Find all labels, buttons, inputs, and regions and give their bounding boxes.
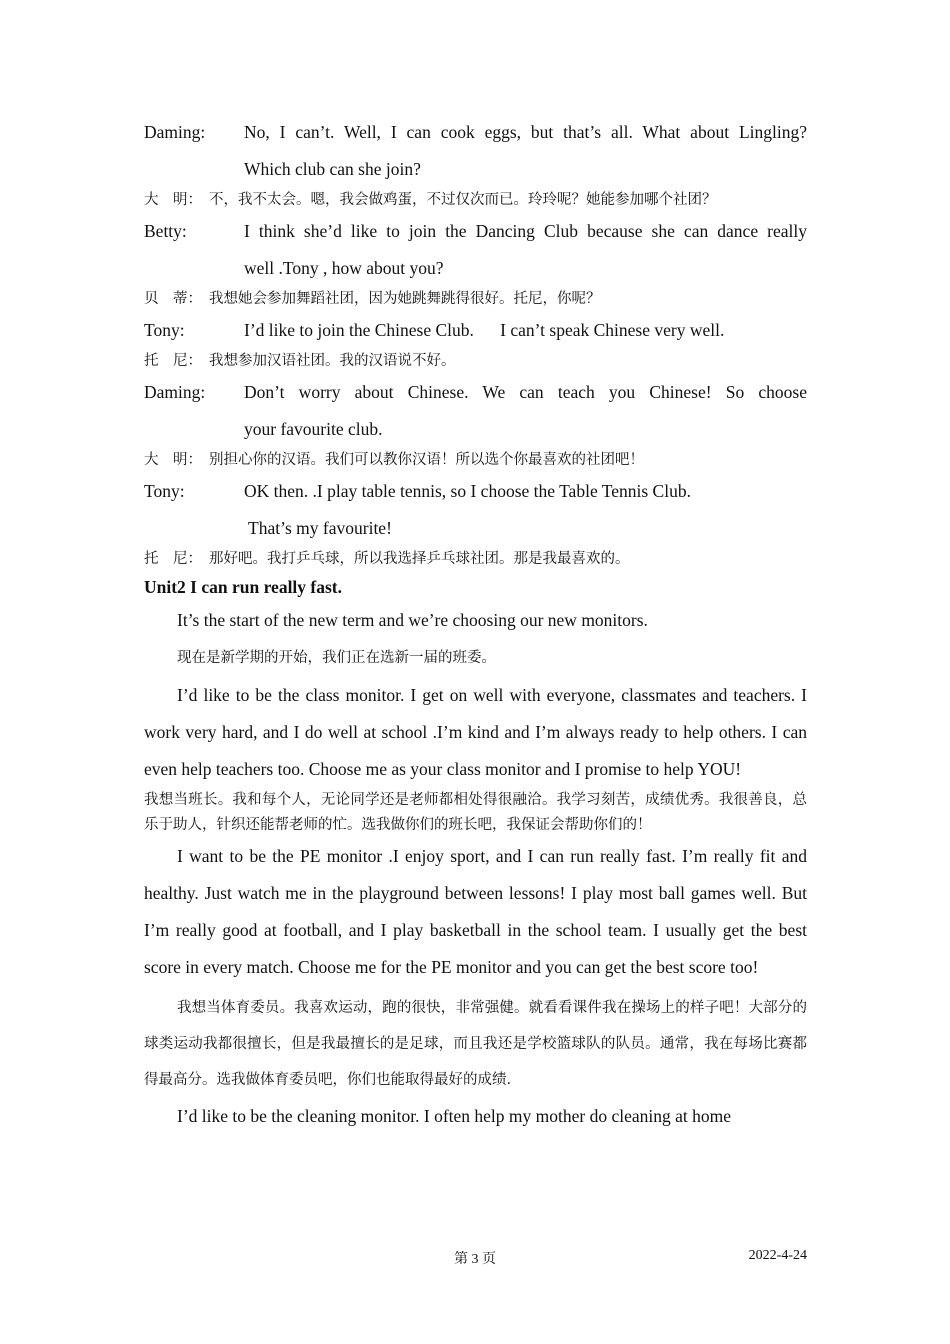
translation-line (144, 448, 807, 473)
translation-text: 别担心你的汉语。我们可以教你汉语！所以选个你最喜欢的社团吧！ (209, 452, 644, 468)
speaker-label-zh: 贝 蒂： (144, 291, 202, 307)
class-monitor-translation: 我想当班长。我和每个人，无论同学还是老师都相处得很融洽。我学习刻苦，成绩优秀。我很善良，总乐于助人，针织还能帮老师的忙。选我做你们的班长吧，我保证会帮助你们的！ (144, 792, 807, 833)
cleaning-monitor-paragraph: I’d like to be the cleaning monitor. I often help my mother do cleaning at home (177, 1106, 732, 1126)
pe-monitor-paragraph: I want to be the PE monitor .I enjoy sport, and I can run really fast. I’m really fit and healthy. Just watch me in the playground between lessons! I play most ball games well. But I’m really good at football, and I play basketball in the school team. I usually get the best score in every match. Choose me for the PE monitor and you can get the best score too! (144, 846, 807, 977)
class-monitor-paragraph: I’d like to be the class monitor. I get on well with everyone, classmates and teachers. I work very hard, and I do well at school .I’m kind and I’m always ready to help others. I can even help teachers too. Choose me as your class monitor and I promise to help YOU! (144, 685, 807, 779)
dialogue-text: I’d like to join the Chinese Club. I can’t speak Chinese very well. (244, 320, 725, 340)
dialogue-line (144, 312, 807, 349)
dialogue-text: That’s my favourite! (244, 518, 392, 538)
dialogue-line (144, 213, 807, 287)
intro-translation: 现在是新学期的开始，我们正在选新一届的班委。 (177, 650, 496, 666)
translation-line (144, 547, 807, 572)
pe-monitor-translation: 我想当体育委员。我喜欢运动，跑的很快，非常强健。就看看课件我在操场上的样子吧！大部分的球类运动我都很擅长，但是我最擅长的是足球，而且我还是学校篮球队的队员。通常，我在每场比赛都得最高分。选我做体育委员吧，你们也能取得最好的成绩. (144, 1000, 807, 1088)
translation-line (144, 349, 807, 374)
dialogue-text: I think she’d like to join the Dancing Club because she can dance really (244, 221, 807, 241)
intro-paragraph: It’s the start of the new term and we’re choosing our new monitors. (177, 610, 648, 630)
dialogue-text: well .Tony , how about you? (244, 258, 444, 278)
speaker-label-zh: 大 明： (144, 452, 202, 468)
dialogue-text: your favourite club. (244, 419, 383, 439)
translation-text: 那好吧。我打乒乓球，所以我选择乒乓球社团。那是我最喜欢的。 (209, 551, 630, 567)
translation-line (144, 287, 807, 312)
footer-date: 2022-4-24 (748, 1248, 807, 1263)
speaker-label: Betty: (144, 221, 187, 241)
page-number: 第 3 页 (454, 1252, 496, 1267)
document-page (144, 0, 807, 1135)
translation-text: 我想她会参加舞蹈社团，因为她跳舞跳得很好。托尼，你呢？ (209, 291, 601, 307)
dialogue-text: Don’t worry about Chinese. We can teach you Chinese! So choose (244, 382, 807, 402)
dialogue-line (144, 114, 807, 188)
speaker-label: Tony: (144, 320, 185, 340)
speaker-label-zh: 托 尼： (144, 353, 202, 369)
translation-text: 不，我不太会。嗯，我会做鸡蛋，不过仅次而已。玲玲呢？她能参加哪个社团？ (209, 192, 717, 208)
speaker-label: Daming: (144, 382, 206, 402)
speaker-label: Tony: (144, 481, 185, 501)
section-heading: Unit2 I can run really fast. (144, 577, 343, 597)
dialogue-text: OK then. .I play table tennis, so I choose the Table Tennis Club. (244, 481, 691, 501)
dialogue-text: Which club can she join? (244, 159, 421, 179)
dialogue-line (144, 473, 807, 547)
translation-text: 我想参加汉语社团。我的汉语说不好。 (209, 353, 456, 369)
dialogue-line (144, 374, 807, 448)
speaker-label-zh: 大 明： (144, 192, 202, 208)
dialogue-text: No, I can’t. Well, I can cook eggs, but that’s all. What about Lingling? (244, 122, 807, 142)
speaker-label-zh: 托 尼： (144, 551, 202, 567)
speaker-label: Daming: (144, 122, 206, 142)
translation-line (144, 188, 807, 213)
